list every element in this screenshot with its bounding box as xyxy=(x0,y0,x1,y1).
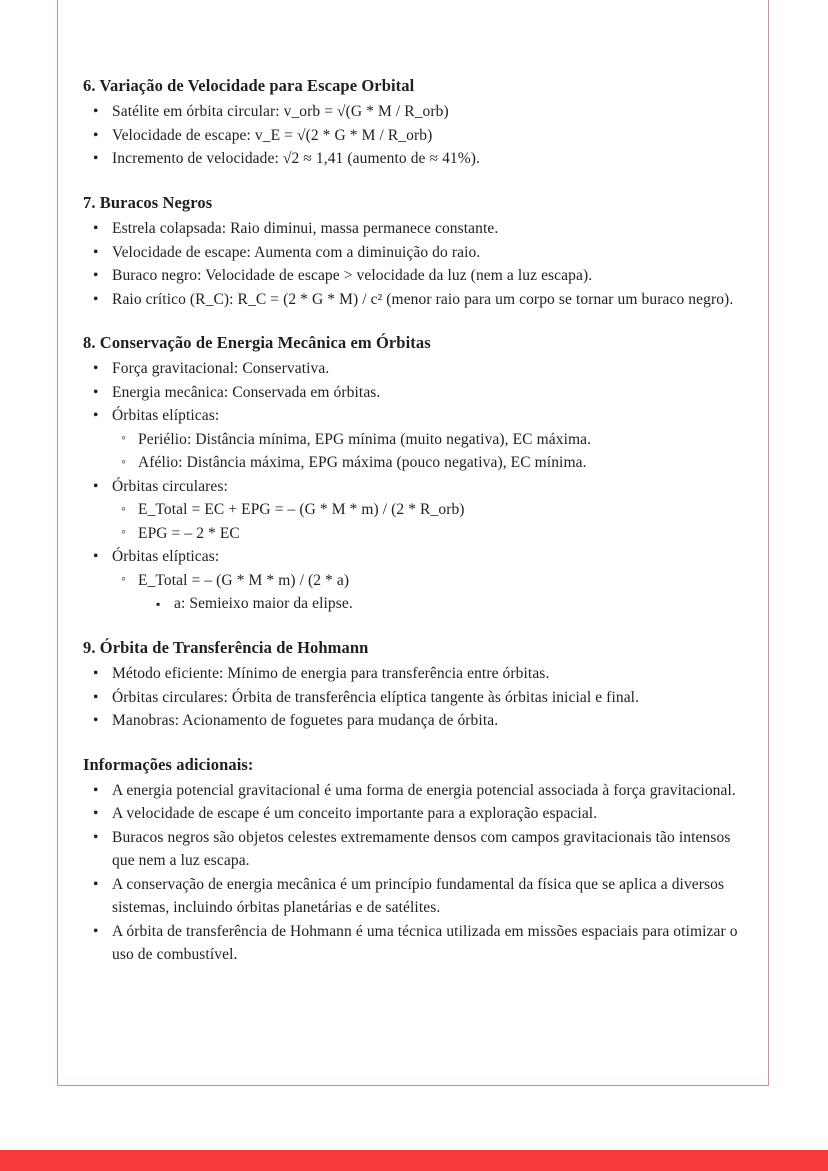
list-item: • Força gravitacional: Conservativa. xyxy=(83,357,746,381)
list-item: • A conservação de energia mecânica é um princípio fundamental da física que se aplica a diversos sistemas, incluindo órbitas planetárias e de satélites. xyxy=(83,873,746,920)
list-item: • Velocidade de escape: Aumenta com a diminuição do raio. xyxy=(83,241,746,265)
list-item: • A órbita de transferência de Hohmann é uma técnica utilizada em missões espaciais para otimizar o uso de combustível. xyxy=(83,920,746,967)
page-border-frame xyxy=(57,0,769,1086)
list-item: ◦ E_Total = EC + EPG = – (G * M * m) / (2 * R_orb) xyxy=(83,498,746,522)
section-title: 9. Órbita de Transferência de Hohmann xyxy=(83,637,369,657)
list-item: • Raio crítico (R_C): R_C = (2 * G * M) / c² (menor raio para um corpo se tornar um buraco negro). xyxy=(83,288,746,312)
bullet-list xyxy=(83,779,746,967)
list-item: ◦ Periélio: Distância mínima, EPG mínima (muito negativa), EC máxima. xyxy=(83,428,746,452)
list-item: • Incremento de velocidade: √2 ≈ 1,41 (aumento de ≈ 41%). xyxy=(83,147,746,171)
list-item: • Órbitas circulares: xyxy=(83,475,746,499)
list-item: • Órbitas elípticas: xyxy=(83,404,746,428)
section-3 xyxy=(83,332,746,616)
list-item: • A velocidade de escape é um conceito importante para a exploração espacial. xyxy=(83,802,746,826)
list-item: ▪ a: Semieixo maior da elipse. xyxy=(83,592,746,616)
list-item: • A energia potencial gravitacional é uma forma de energia potencial associada à força gravitacional. xyxy=(83,779,746,803)
bullet-list xyxy=(83,100,746,171)
section-title: 7. Buracos Negros xyxy=(83,192,213,212)
section-4 xyxy=(83,637,746,733)
list-item: • Órbitas elípticas: xyxy=(83,545,746,569)
list-item: • Buracos negros são objetos celestes extremamente densos com campos gravitacionais tão intensos que nem a luz escapa. xyxy=(83,826,746,873)
list-item: ◦ Afélio: Distância máxima, EPG máxima (pouco negativa), EC mínima. xyxy=(83,451,746,475)
list-item: • Velocidade de escape: v_E = √(2 * G * M / R_orb) xyxy=(83,124,746,148)
section-2 xyxy=(83,192,746,311)
list-item: • Órbitas circulares: Órbita de transferência elíptica tangente às órbitas inicial e final. xyxy=(83,686,746,710)
bullet-list xyxy=(83,662,746,733)
section-title: 8. Conservação de Energia Mecânica em Órbitas xyxy=(83,333,431,353)
list-item: • Energia mecânica: Conservada em órbitas. xyxy=(83,381,746,405)
list-item: • Estrela colapsada: Raio diminui, massa permanece constante. xyxy=(83,217,746,241)
list-item: • Método eficiente: Mínimo de energia para transferência entre órbitas. xyxy=(83,662,746,686)
section-title: 6. Variação de Velocidade para Escape Orbital xyxy=(83,76,415,95)
bullet-list xyxy=(83,217,746,311)
list-item: ◦ E_Total = – (G * M * m) / (2 * a) xyxy=(83,569,746,593)
section-1 xyxy=(83,75,746,171)
list-item: • Buraco negro: Velocidade de escape > velocidade da luz (nem a luz escapa). xyxy=(83,264,746,288)
bullet-list xyxy=(83,357,746,616)
list-item: • Manobras: Acionamento de foguetes para mudança de órbita. xyxy=(83,709,746,733)
list-item: ◦ EPG = – 2 * EC xyxy=(83,522,746,546)
footer-red-bar xyxy=(0,1150,828,1171)
list-item: • Satélite em órbita circular: v_orb = √(G * M / R_orb) xyxy=(83,100,746,124)
document-content xyxy=(58,0,768,967)
section-title: Informações adicionais: xyxy=(83,754,254,774)
section-5 xyxy=(83,754,746,967)
